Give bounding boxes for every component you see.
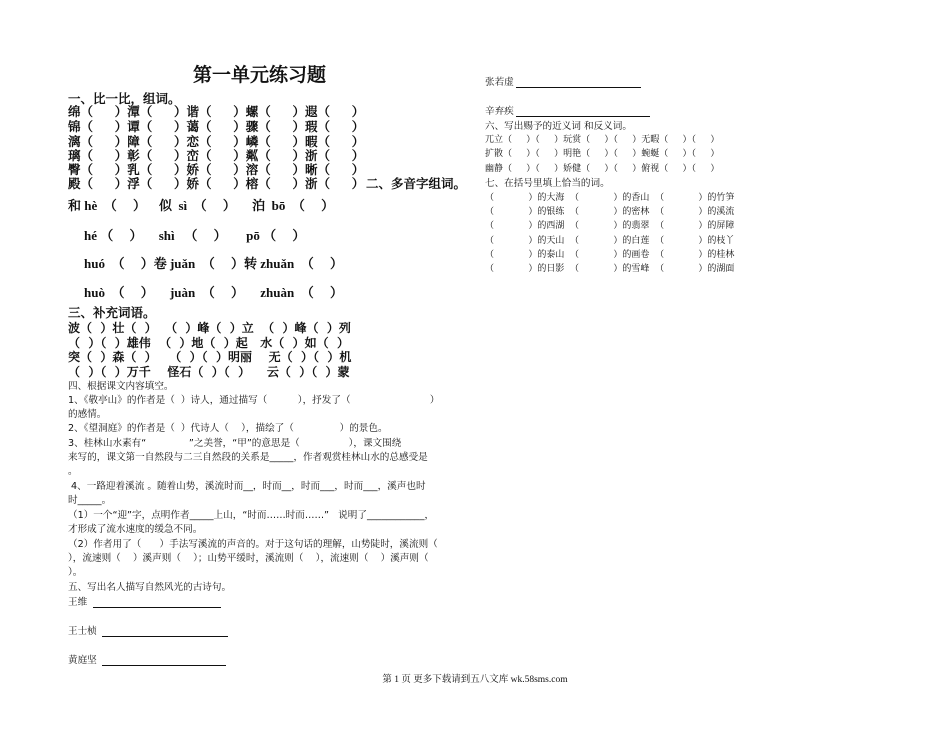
fill-word-row: （ ）的天山 （ ）的白莲 （ ）的枝丫	[485, 236, 735, 246]
section-1-row: 臀（ ）乳（ ）娇（ ）溶（ ）晰（ ）	[68, 162, 365, 177]
fill-line: 来写的，课文第一自然段与二三自然段的关系是_____，作者观赏桂林山水的总感受是	[68, 452, 428, 463]
section-3-heading: 三、补充词语。	[68, 305, 156, 320]
answer-line	[102, 665, 226, 666]
fill-line: 3、桂林山水素有“ ”之美誉，“甲”的意思是（ ），课文围绕	[68, 438, 402, 449]
fill-line: （2）作者用了（ ）手法写溪流的声音的。对于这句话的理解，山势陡时，溪流则（	[68, 539, 438, 550]
fill-line: ），流速则（ ）溪声则（ ）；山势平缓时，溪流则（ ），流速则（ ）溪声则（	[68, 553, 429, 564]
section-6-heading: 六、写出赐予的近义词 和反义词。	[485, 121, 632, 132]
section-1-row: 锦（ ）谭（ ）蔼（ ）骤（ ）瑕（ ）	[68, 119, 365, 134]
section-1-heading: 一、比一比，组词。	[68, 91, 181, 106]
section-5-heading: 五、写出名人描写自然风光的古诗句。	[68, 582, 232, 593]
section-1-row: 殿（ ）浮（ ）娇（ ）榕（ ）浙（ ）	[68, 176, 365, 191]
synonym-row: 扩散（ ）（ ）明艳（ ）（ ）蜿蜒（ ）（ ）	[485, 149, 720, 159]
poet-name: 黄庭坚	[68, 655, 97, 666]
fill-line: ）。	[68, 567, 83, 578]
idiom-row: （ ）（ ）万千 怪石（ ）（ ） 云（ ）（ ）蒙	[68, 365, 350, 379]
idiom-row: （ ）（ ）雄伟 （ ）地（ ）起 水（ ）如（ ）	[68, 336, 350, 350]
fill-word-row: （ ）的银练 （ ）的密林 （ ）的溪流	[485, 207, 735, 217]
poet-name: 王维	[68, 597, 88, 608]
answer-line	[516, 116, 650, 117]
fill-word-row: （ ）的泰山 （ ）的画卷 （ ）的桂林	[485, 250, 735, 260]
section-4-heading: 四、根据课文内容填空。	[68, 381, 174, 392]
section-1-row: 绵（ ）潭（ ）谐（ ）螺（ ）遐（ ）	[68, 104, 365, 119]
section-1-row: 漓（ ）障（ ）恋（ ）嶙（ ）暇（ ）	[68, 134, 365, 149]
answer-line	[516, 87, 641, 88]
idiom-row: 波（ ）壮（ ） （ ）峰（ ）立 （ ）峰（ ）列	[68, 321, 351, 335]
fill-line: 时_____。	[68, 495, 112, 506]
section-2-heading: 二、多音字组词。	[366, 176, 467, 191]
fill-line: 4、一路迎着溪流 。随着山势，溪流时而__，时而__，时而___，时而___，溪声也时	[68, 481, 426, 492]
fill-line: 才形成了流水速度的缓急不同。	[68, 524, 203, 535]
polyphone-row: 和 hè （ ） 似 sì （ ） 泊 bō （ ）	[68, 198, 335, 213]
synonym-row: 幽静（ ）（ ）娇健（ ）（ ）俯视（ ）（ ）	[485, 164, 720, 174]
fill-line: （1）一个“迎”字，点明作者_____上山，“时而……时而……” 说明了____________，	[68, 510, 435, 521]
section-7-heading: 七、在括号里填上恰当的词。	[485, 178, 610, 189]
fill-line: 1、《敬亭山》的作者是（ ）诗人，通过描写（ ），抒发了（ ）	[68, 395, 440, 406]
fill-line: 的感情。	[68, 409, 107, 420]
page-footer: 第 1 页 更多下载请到五八文库 wk.58sms.com	[382, 675, 568, 685]
answer-line	[102, 636, 228, 637]
polyphone-row: huò （ ） juàn （ ） zhuàn （ ）	[84, 285, 343, 300]
polyphone-row: huó （ ）卷 juǎn （ ）转 zhuǎn （ ）	[84, 256, 343, 271]
poet-name: 辛弃疾	[485, 106, 514, 117]
page-title: 第一单元练习题	[193, 64, 327, 86]
section-1-row: 璃（ ）彰（ ）峦（ ）粼（ ）浙（ ）	[68, 148, 365, 163]
poet-name: 张若虚	[485, 77, 514, 88]
answer-line	[93, 607, 221, 608]
fill-word-row: （ ）的大海 （ ）的香山 （ ）的竹笋	[485, 193, 735, 203]
fill-word-row: （ ）的西湖 （ ）的翡翠 （ ）的屏障	[485, 221, 735, 231]
poet-name: 王士桢	[68, 626, 97, 637]
fill-line: 。	[68, 466, 78, 477]
synonym-row: 兀立（ ）（ ）玩赏（ ）（ ）无暇（ ）（ ）	[485, 135, 720, 145]
idiom-row: 突（ ）森（ ） （ ）（ ）明丽 无（ ）（ ）机	[68, 350, 352, 364]
polyphone-row: hé （ ） shì （ ） pō （ ）	[84, 228, 306, 243]
fill-word-row: （ ）的日影 （ ）的雪峰 （ ）的湖面	[485, 264, 735, 274]
fill-line: 2、《望洞庭》的作者是（ ）代诗人（ ），描绘了（ ）的景色。	[68, 423, 388, 434]
